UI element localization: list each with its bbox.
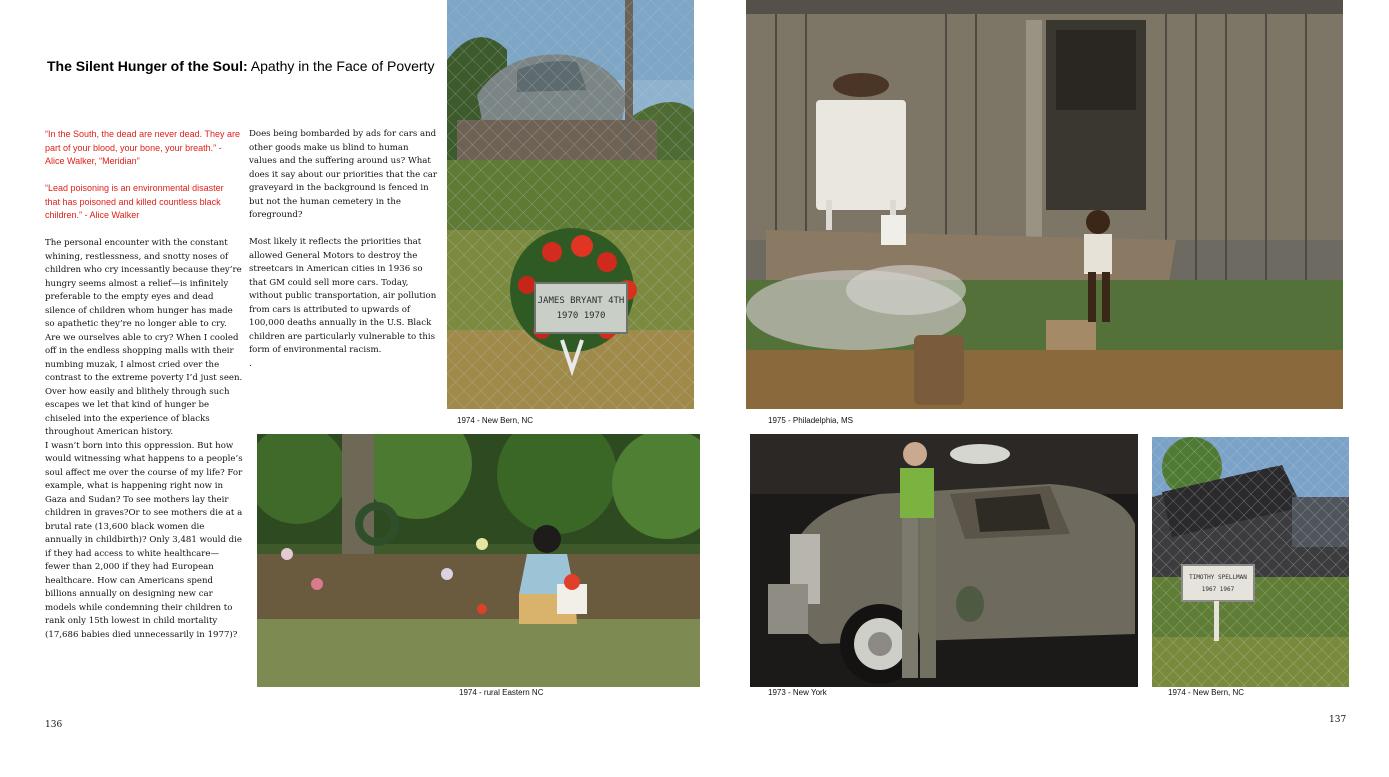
quote-walker-meridian: “In the South, the dead are never dead. They are part of your blood, your bone, your breath.” - Alice Walker, “Meridian” bbox=[45, 129, 240, 166]
photo-grave-wreath-fence bbox=[447, 0, 694, 409]
left-text-column bbox=[45, 237, 243, 642]
right-paragraph-2: Most likely it reflects the priorities that allowed General Motors to destroy the streetcars in American cities in 1936 so that GM could sell more cars. Today, without public transportation, air pollution from cars is attributed to upwards of 100,000 deaths annually in the U.S. Black children are particularly vulnerable to this form of environmental racism. bbox=[249, 237, 437, 355]
fence-sign-line2: 1967 1967 bbox=[1201, 586, 1235, 593]
left-paragraph-1: The personal encounter with the constant whining, restlessness, and snotty noses of children who cry incessantly because they’re hungry seems almost a relief—is infinitely preferable to the empty eyes and dead silence of children whom hunger has made so apathetic they’re no longer able to cry. Are we ourselves able to cry? When I cooled off in the endless shopping malls with their numbing muzak, I almost cried over the contrast to the extreme poverty I’d just seen. Over how easily and blithely through such escapes we let that kind of hunger be chiseled into the experience of blacks throughout American history. bbox=[45, 238, 243, 437]
photo-fence-sign bbox=[1152, 437, 1349, 687]
photo-man-car bbox=[750, 434, 1138, 687]
page-number-left: 136 bbox=[45, 720, 63, 730]
caption-man-car: 1973 - New York bbox=[768, 688, 827, 697]
grave-sign-line1: JAMES BRYANT 4TH bbox=[537, 296, 625, 306]
caption-porch: 1975 - Philadelphia, MS bbox=[768, 416, 853, 425]
photo-porch-child bbox=[746, 0, 1343, 409]
page-number-right: 137 bbox=[1329, 715, 1347, 725]
fence-sign-line1: TIMOTHY SPELLMAN bbox=[1189, 574, 1247, 581]
caption-fence-sign: 1974 - New Bern, NC bbox=[1168, 688, 1245, 697]
left-paragraph-2: I wasn’t born into this oppression. But how would witnessing what happens to a people’s soul affect me over the course of my life? For example, what is happening right now in Gaza and Sudan? To see mothers lay their children in graves?Or to see mothers die at a brutal rate (13,600 black women die annually in childbirth)? Only 3,481 would die if they had access to white healthcare—fewer than 2,000 if they had European healthcare. How can Americans spend billions annually on designing new car models while condemning their children to rank only 15th lowest in child mortality (17,686 babies died unnecessarily in 1977)? bbox=[45, 440, 243, 640]
title-rest: Apathy in the Face of Poverty bbox=[250, 58, 435, 74]
quote-lead-poisoning: “Lead poisoning is an environmental disaster that has poisoned and killed countless black children.” - Alice Walker bbox=[45, 183, 224, 220]
caption-grave-fence: 1974 - New Bern, NC bbox=[457, 416, 534, 425]
right-paragraph-1: Does being bombarded by ads for cars and other goods make us blind to human values and the suffering around us? What does it say about our priorities that the car graveyard in the background is fenced in but not the human cemetery in the foreground? bbox=[249, 129, 437, 220]
photo-cemetery-woman bbox=[257, 434, 700, 687]
right-text-column bbox=[249, 128, 439, 371]
title-bold: The Silent Hunger of the Soul: bbox=[47, 58, 248, 74]
page-title bbox=[47, 57, 447, 75]
grave-sign-line2: 1970 1970 bbox=[556, 311, 606, 321]
caption-cemetery: 1974 - rural Eastern NC bbox=[459, 688, 544, 697]
right-paragraph-3: . bbox=[249, 358, 252, 369]
